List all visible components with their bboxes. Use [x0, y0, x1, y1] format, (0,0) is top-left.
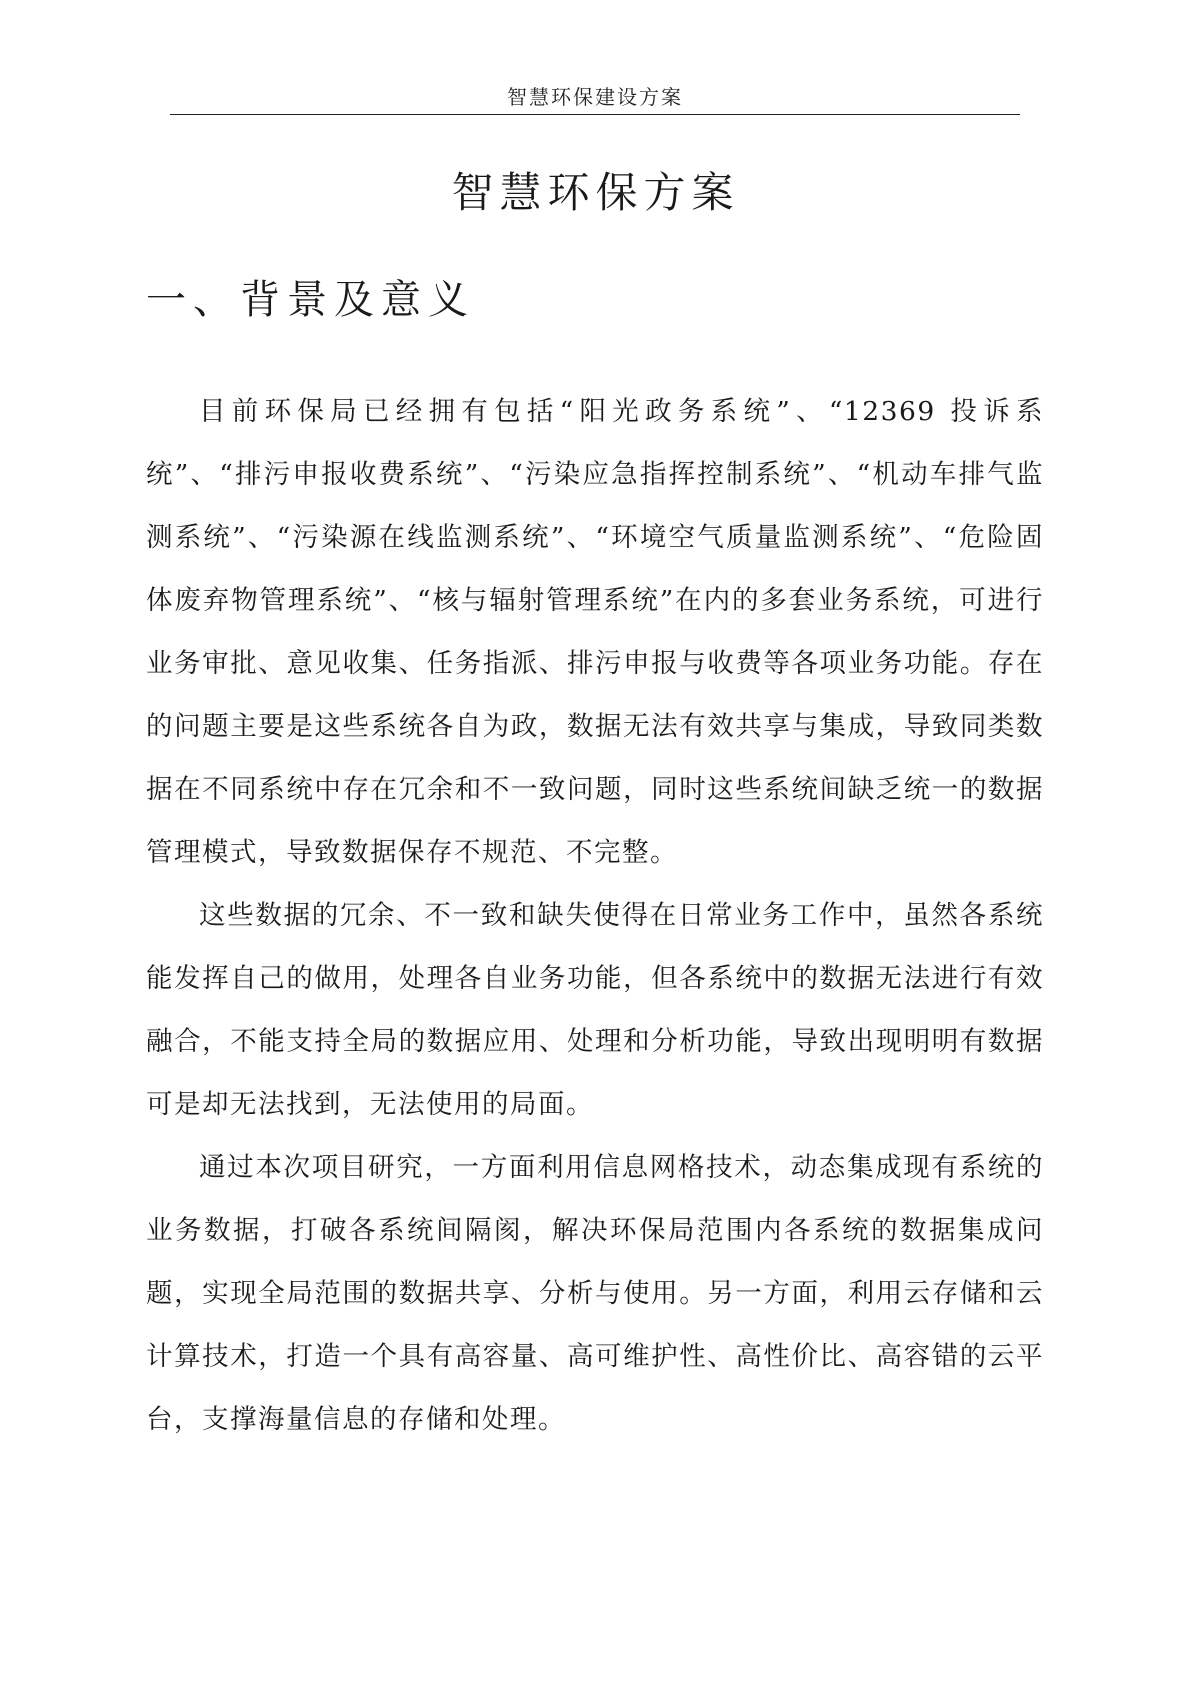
paragraph: 通过本次项目研究，一方面利用信息网格技术，动态集成现有系统的业务数据，打破各系统间隔阂，解决环保局范围内各系统的数据集成问题，实现全局范围的数据共享、分析与使用。另一方面，利用云存储和云计算技术，打造一个具有高容量、高可维护性、高性价比、高容错的云平台，支撑海量信息的存储和处理。 [146, 1152, 1044, 1435]
paragraph: 这些数据的冗余、不一致和缺失使得在日常业务工作中，虽然各系统能发挥自己的做用，处理各自业务功能，但各系统中的数据无法进行有效融合，不能支持全局的数据应用、处理和分析功能，导致出现明明有数据可是却无法找到，无法使用的局面。 [146, 900, 1044, 1120]
document-title: 智慧环保方案 [451, 168, 740, 217]
section-heading: 一、背景及意义 [146, 277, 475, 323]
running-header: 智慧环保建设方案 [507, 85, 683, 109]
body-text [146, 380, 1044, 1451]
paragraph: 目前环保局已经拥有包括“阳光政务系统”、“12369 投诉系统”、“排污申报收费系统”、“污染应急指挥控制系统”、“机动车排气监测系统”、“污染源在线监测系统”、“环境空气质量监测系统”、“危险固体废弃物管理系统”、“核与辐射管理系统”在内的多套业务系统，可进行业务审批、意见收集、任务指派、排污申报与收费等各项业务功能。存在的问题主要是这些系统各自为政，数据无法有效共享与集成，导致同类数据在不同系统中存在冗余和不一致问题，同时这些系统间缺乏统一的数据管理模式，导致数据保存不规范、不完整。 [146, 396, 1044, 868]
header-divider [170, 114, 1020, 115]
